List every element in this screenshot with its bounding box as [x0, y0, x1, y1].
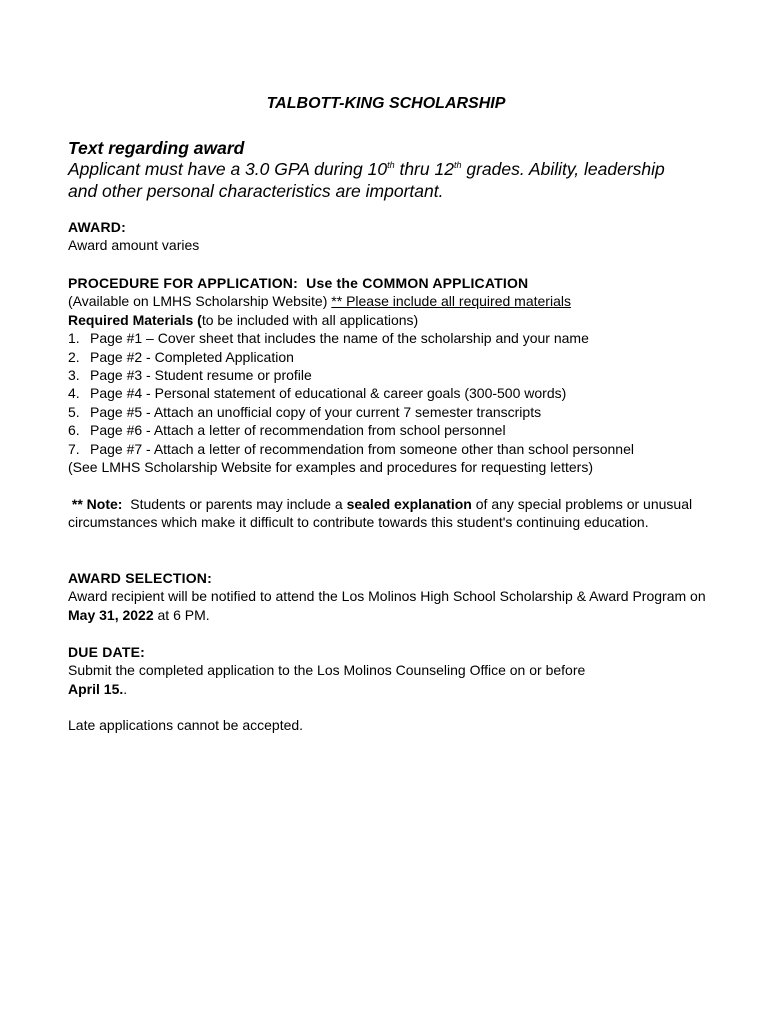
late-note: Late applications cannot be accepted. — [68, 717, 304, 733]
note-label: ** Note: — [68, 496, 123, 512]
procedure-heading — [68, 274, 713, 292]
list-item-number: 1. — [68, 330, 80, 347]
selection-date: May 31, 2022 — [68, 606, 154, 623]
due-date-value — [68, 680, 713, 698]
award-selection-text — [68, 587, 713, 624]
required-materials — [68, 311, 713, 329]
document-title: TALBOTT-KING SCHOLARSHIP — [266, 95, 506, 112]
procedure-section — [68, 274, 713, 476]
award-value: Award amount varies — [68, 237, 200, 254]
award-selection-section — [68, 569, 713, 624]
superscript: th — [453, 160, 462, 171]
list-item-text: Page #4 - Personal statement of educational & career goals (300-500 words) — [90, 385, 567, 402]
list-item — [68, 403, 713, 421]
award-label: AWARD: — [68, 219, 126, 235]
list-item-number: 5. — [68, 403, 80, 420]
list-item — [68, 348, 713, 366]
note-text: of any special problems or unusual circumstances which make it difficult to contribute towards this student's continuing education. — [68, 496, 693, 531]
list-item-text: Page #5 - Attach an unofficial copy of your current 7 semester transcripts — [90, 403, 542, 420]
see-website-note: (See LMHS Scholarship Website for examples and procedures for requesting letters) — [68, 459, 593, 476]
list-item-text: Page #1 – Cover sheet that includes the name of the scholarship and your name — [90, 330, 589, 347]
available-note: ** Please include all required materials — [331, 293, 571, 310]
superscript: th — [387, 160, 395, 171]
due-date-section — [68, 643, 713, 698]
due-date-label: DUE DATE: — [68, 644, 145, 660]
list-item — [68, 366, 713, 384]
due-date: April 15. — [68, 680, 124, 697]
award-text-part: Applicant must have a 3.0 GPA during 10 — [68, 159, 388, 179]
list-item-text: Page #7 - Attach a letter of recommendation from someone other than school personnel — [90, 440, 634, 457]
procedure-label: PROCEDURE FOR APPLICATION: — [68, 275, 298, 291]
list-item-number: 4. — [68, 385, 80, 402]
award-text-body — [68, 158, 708, 202]
list-item-text: Page #3 - Student resume or profile — [90, 367, 312, 384]
list-item-text: Page #6 - Attach a letter of recommendation from school personnel — [90, 422, 506, 439]
required-suffix: to be included with all applications) — [201, 311, 419, 328]
list-item-number: 2. — [68, 348, 80, 365]
list-item — [68, 421, 713, 439]
selection-text: Award recipient will be notified to attend the Los Molinos High School Scholarship & Award Program on — [68, 588, 706, 605]
list-item-number: 7. — [68, 440, 80, 457]
list-item — [68, 440, 713, 458]
required-label: Required Materials ( — [68, 311, 202, 328]
list-item — [68, 384, 713, 402]
award-text-part: and other personal characteristics are important. — [68, 181, 444, 201]
note-section — [68, 495, 713, 532]
list-item — [68, 329, 713, 347]
award-text-part: thru 12 — [394, 159, 454, 179]
award-text-part: grades. Ability, leadership — [461, 159, 665, 179]
procedure-available — [68, 292, 713, 310]
award-section — [68, 218, 713, 255]
selection-text: at 6 PM. — [153, 606, 210, 623]
award-selection-label: AWARD SELECTION: — [68, 570, 212, 586]
list-item-number: 3. — [68, 367, 80, 384]
award-text-heading: Text regarding award — [68, 138, 245, 158]
due-date-suffix: . — [123, 680, 128, 697]
procedure-label-suffix: Use the COMMON APPLICATION — [297, 275, 529, 291]
note-text: Students or parents may include a — [122, 496, 347, 512]
available-text: (Available on LMHS Scholarship Website) — [68, 293, 332, 310]
note-bold: sealed explanation — [346, 496, 472, 512]
list-item-text: Page #2 - Completed Application — [90, 348, 294, 365]
list-item-number: 6. — [68, 422, 80, 439]
due-date-text: Submit the completed application to the Los Molinos Counseling Office on or before — [68, 662, 586, 679]
